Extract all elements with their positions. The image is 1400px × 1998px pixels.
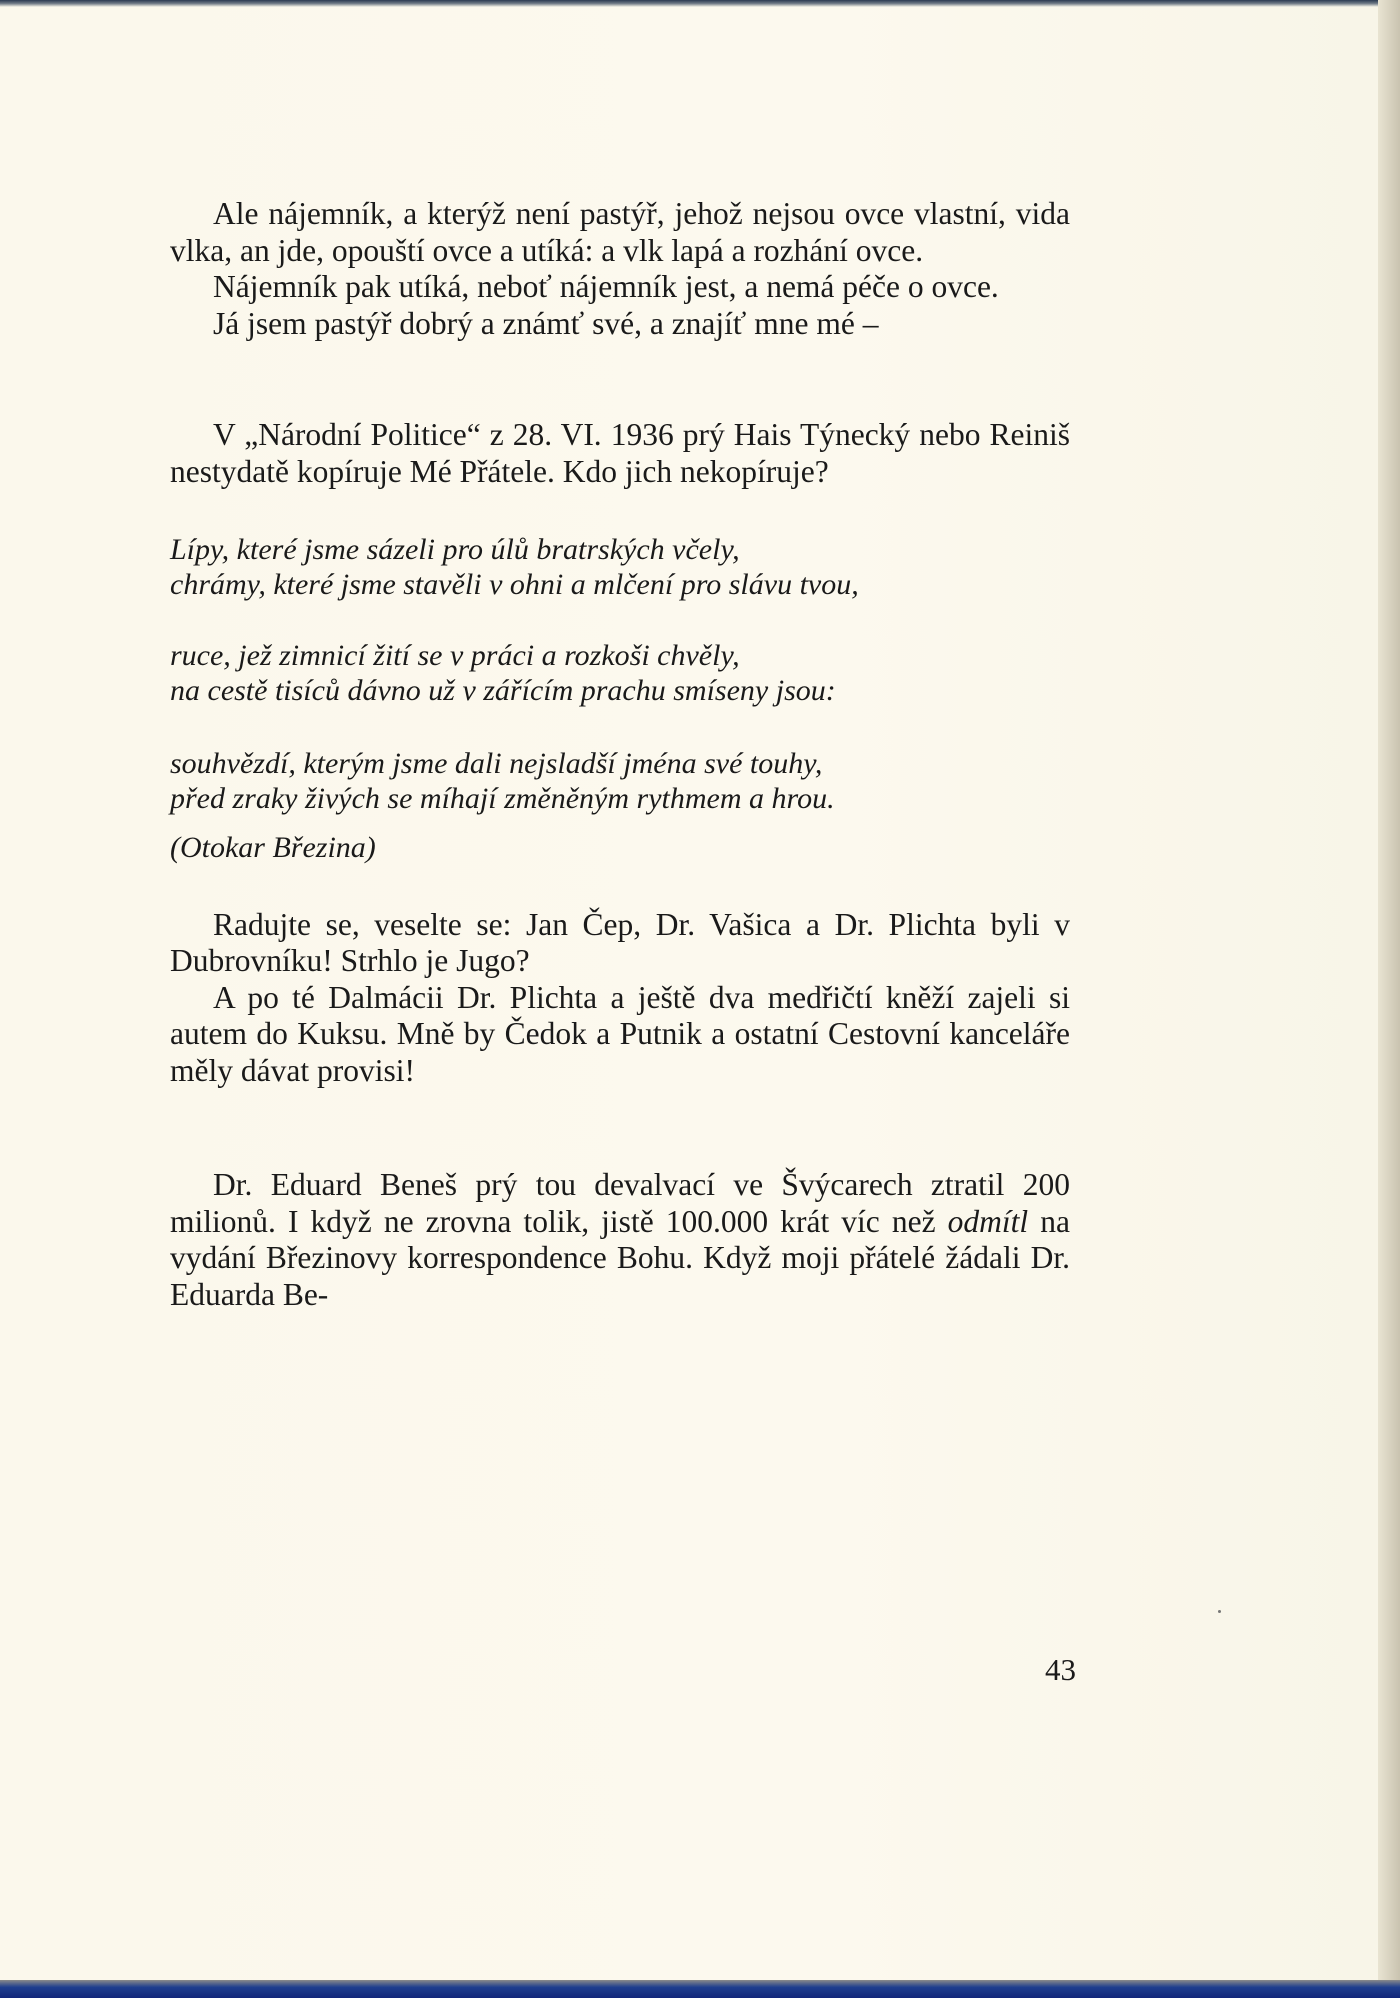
paper-speck [1218, 1610, 1221, 1613]
poem-line: chrámy, které jsme stavěli v ohni a mlčení pro slávu tvou, [170, 568, 859, 601]
page-bottom-edge [0, 1980, 1400, 1998]
poem-line: na cestě tisíců dávno už v zářícím prachu smíseny jsou: [170, 674, 836, 707]
paragraph-hireling: Ale nájemník, a kterýž není pastýř, jehož nejsou ovce vlastní, vida vlka, an jde, opouští ovce a utíká: a vlk lapá a rozhání ovce. [170, 196, 1070, 268]
page-body [170, 196, 1070, 1313]
poem-stanza [170, 638, 1070, 708]
benes-text-part: na vydání Březinovy korrespondence Bohu. Když moji přátelé žádali Dr. Eduarda Be- [170, 1203, 1070, 1312]
poem-line: před zraky živých se míhají změněným rythmem a hrou. [170, 782, 835, 815]
page-number: 43 [1045, 1652, 1076, 1687]
paragraph-good-shepherd: Já jsem pastýř dobrý a známť své, a znajíť mne mé – [213, 305, 879, 341]
paragraph-benes [170, 1167, 1070, 1313]
poem-attribution: (Otokar Březina) [170, 831, 376, 864]
emphasis-odmitl: odmítl [947, 1203, 1029, 1239]
poem-line: souhvězdí, kterým jsme dali nejsladší jména své touhy, [170, 747, 823, 780]
poem-line: Lípy, které jsme sázeli pro úlů bratrských včely, [170, 533, 740, 566]
benes-text-part: Dr. Eduard Beneš prý tou devalvací ve Švýcarech ztratil 200 milionů. I když ne zrovna tolik, jistě 100.000 krát víc než [170, 1167, 1070, 1239]
poem-stanza [170, 532, 1070, 602]
paragraph-hireling-flees: Nájemník pak utíká, neboť nájemník jest, a nemá péče o ovce. [213, 269, 999, 304]
poem-line: ruce, jež zimnicí žití se v práci a rozkoši chvěly, [170, 639, 740, 672]
paragraph-narodni-politika: V „Národní Politice“ z 28. VI. 1936 prý Hais Týnecký nebo Reiniš nestydatě kopíruje Mé Přátele. Kdo jich nekopíruje? [170, 417, 1070, 489]
paragraph-dubrovnik: Radujte se, veselte se: Jan Čep, Dr. Vašica a Dr. Plichta byli v Dubrovníku! Strhlo je Jugo? [170, 906, 1070, 978]
poem-quotation [170, 532, 1070, 816]
poem-stanza [170, 746, 1070, 816]
page-top-edge [0, 0, 1378, 7]
page-right-edge [1378, 0, 1400, 1998]
paragraph-kuks: A po té Dalmácii Dr. Plichta a ještě dva medřičtí kněží zajeli si autem do Kuksu. Mně by Čedok a Putnik a ostatní Cestovní kanceláře měly dávat provisi! [170, 979, 1070, 1088]
